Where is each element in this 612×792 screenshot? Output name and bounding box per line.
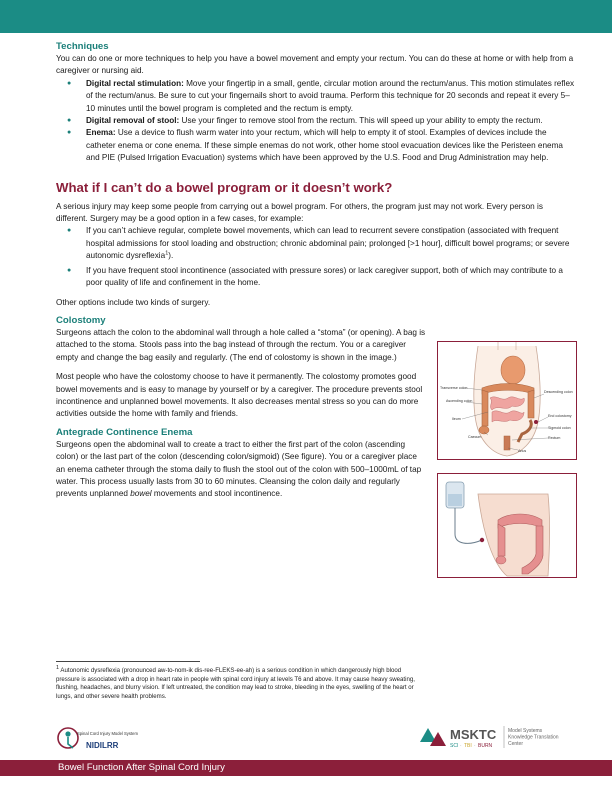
svg-text:·: · xyxy=(460,743,462,749)
what-if-heading: What if I can’t do a bowel program or it doesn’t work? xyxy=(56,179,393,195)
msktc-logo-text: MSKTC xyxy=(450,727,497,742)
footnote-divider xyxy=(56,661,200,662)
list-item xyxy=(56,78,576,115)
scims-logo xyxy=(56,722,146,758)
list-item-term: Digital rectal stimulation: xyxy=(86,78,184,88)
list-item-text: If you can’t achieve regular, complete bowel movements, which can lead to recurrent severe constipation (associated with frequent hospital admissions for stool loading and obstruction; chronic abdominal pain; prolonged [>1 hour], difficult bowel programs; or severe autonomic dysreflexia xyxy=(86,226,570,261)
ace-paragraph xyxy=(56,439,426,501)
msktc-tbi: TBI xyxy=(464,743,472,749)
techniques-list xyxy=(56,78,576,165)
scims-logo-graphic xyxy=(56,722,146,758)
what-if-intro: A serious injury may keep some people from carrying out a bowel program. For others, the program just may not work. Every person is different. Surgery may be a good option in a few cases, for example: xyxy=(56,201,543,224)
list-item-text: If you have frequent stool incontinence (associated with pressure sores) or lack caregiver support, both of which may contribute to a poor quality of life and confinement in the home. xyxy=(86,265,563,288)
list-item xyxy=(56,115,576,127)
footer-bar xyxy=(0,760,612,776)
what-if-list xyxy=(56,225,576,289)
footnote-mark: 1 xyxy=(56,664,60,671)
list-item-term: Enema: xyxy=(86,128,116,138)
techniques-intro: You can do one or more techniques to help you have a bowel movement and empty your rectum. You can do these at home or with help from a caregiver or nursing aid. xyxy=(56,54,574,76)
msktc-logo xyxy=(418,720,578,754)
colostomy-illustration xyxy=(438,342,576,459)
label-rectum: Rectum xyxy=(548,436,561,440)
colostomy-paragraph-1: Surgeons attach the colon to the abdominal wall through a hole called a “stoma” (or opening). A bag is attached to the stoma. Stools pass into the bag instead of through the rectum. You or a caregiver empty and change the bag easily and regularly. (The end of colostomy is shown in the image.) xyxy=(56,327,426,362)
list-item-term: Digital removal of stool: xyxy=(86,116,180,126)
ace-text-tail: movements and stool incontinence. xyxy=(151,489,283,499)
ace-figure xyxy=(437,473,577,578)
label-end-colostomy: End colostomy xyxy=(548,414,572,418)
nidilrr-logo-text: NIDILRR xyxy=(86,741,119,750)
list-item-text: Use your finger to remove stool from the rectum. This will speed up your ability to empty the rectum. xyxy=(179,116,543,126)
ace-heading: Antegrade Continence Enema xyxy=(56,426,193,438)
msktc-logo-graphic xyxy=(418,720,578,754)
msktc-tagline-2: Knowledge Translation xyxy=(508,734,559,741)
label-ileum: Ileum xyxy=(452,417,461,421)
footer-title: Bowel Function After Spinal Cord Injury xyxy=(58,762,225,773)
label-cecum: Caecum xyxy=(468,435,482,439)
label-anus: Anus xyxy=(518,449,527,453)
msktc-sci: SCI xyxy=(450,743,459,749)
list-item-text: Use a device to flush warm water into your rectum, which will help to empty it of stool. Examples of devices include the catheter enema or cone enema. If these simple enemas do not work, other home stool evacuation devices like the Peristeen enema and PIE (Pulsed Irrigation Evacuation) systems which have been approved by the U.S. Food and Drug Administration may help. xyxy=(86,128,563,163)
footnote xyxy=(56,664,416,701)
list-item xyxy=(56,127,576,164)
techniques-heading: Techniques xyxy=(56,41,109,52)
list-item-text: Move your fingertip in a small, gentle, circular motion around the rectum/anus. This motion stimulates reflex of the rectum/anus. Be sure to cut your fingernails short to avoid trauma. Perform this technique for 20 seconds and repeat it every 5–10 minutes until the bowel program is completed and the rectum is empty. xyxy=(86,78,575,113)
list-item-tail: ). xyxy=(168,251,174,261)
colostomy-heading: Colostomy xyxy=(56,314,106,326)
list-item xyxy=(56,225,576,262)
svg-text:·: · xyxy=(474,743,476,749)
ace-text-italic: bowel xyxy=(130,489,152,499)
msktc-tagline-1: Model Systems xyxy=(508,728,543,734)
label-descending-colon: Descending colon xyxy=(544,390,573,394)
what-if-outro: Other options include two kinds of surgery. xyxy=(56,297,211,307)
msktc-tagline-3: Center xyxy=(508,741,524,747)
ace-text: Surgeons open the abdominal wall to create a tract to either the first part of the colon (ascending colon) or the last part of the colon (descending colon/sigmoid) (See figure). You or a caregiver place an enema catheter through the stoma daily to flush the stool out of the colon with 500–1000mL of tap water. This process usually lasts from 30 to 60 minutes. Cleansing the colon daily and regularly prevents unplanned xyxy=(56,439,422,499)
colostomy-paragraph-2: Most people who have the colostomy choose to have it permanently. The colostomy promotes good bowel movements and is easy to manage by yourself or by a caregiver. The procedure prevents stool incontinence and unplanned bowel movements. It also decreases mental stress so you can do more activities outside the home with family and friends. xyxy=(56,372,423,419)
label-ascending-colon: Ascending colon xyxy=(446,399,473,403)
label-transverse-colon: Transverse colon xyxy=(440,386,468,390)
scims-logo-text: Spinal Cord Injury Model System xyxy=(77,731,138,736)
ace-illustration xyxy=(438,474,576,577)
header-bar xyxy=(0,0,612,33)
list-item xyxy=(56,265,576,290)
label-sigmoid-colon: Sigmoid colon xyxy=(548,426,571,430)
colostomy-figure xyxy=(437,341,577,460)
footnote-ref[interactable]: 1 xyxy=(165,250,169,257)
footnote-text: Autonomic dysreflexia (pronounced aw-to-nom-ik dis-ree-FLEKS-ee-ah) is a serious condition in which dangerously high blood pressure is associated with a drop in heart rate in people with spinal cord injury at levels T6 and above. It may cause heavy sweating, flushing, headaches, and blurry vision. If left untreated, the condition may lead to stroke, bleeding in the eyes, swelling of the heart or lungs, and other severe health problems. xyxy=(56,667,415,700)
msktc-burn: BURN xyxy=(478,743,493,749)
